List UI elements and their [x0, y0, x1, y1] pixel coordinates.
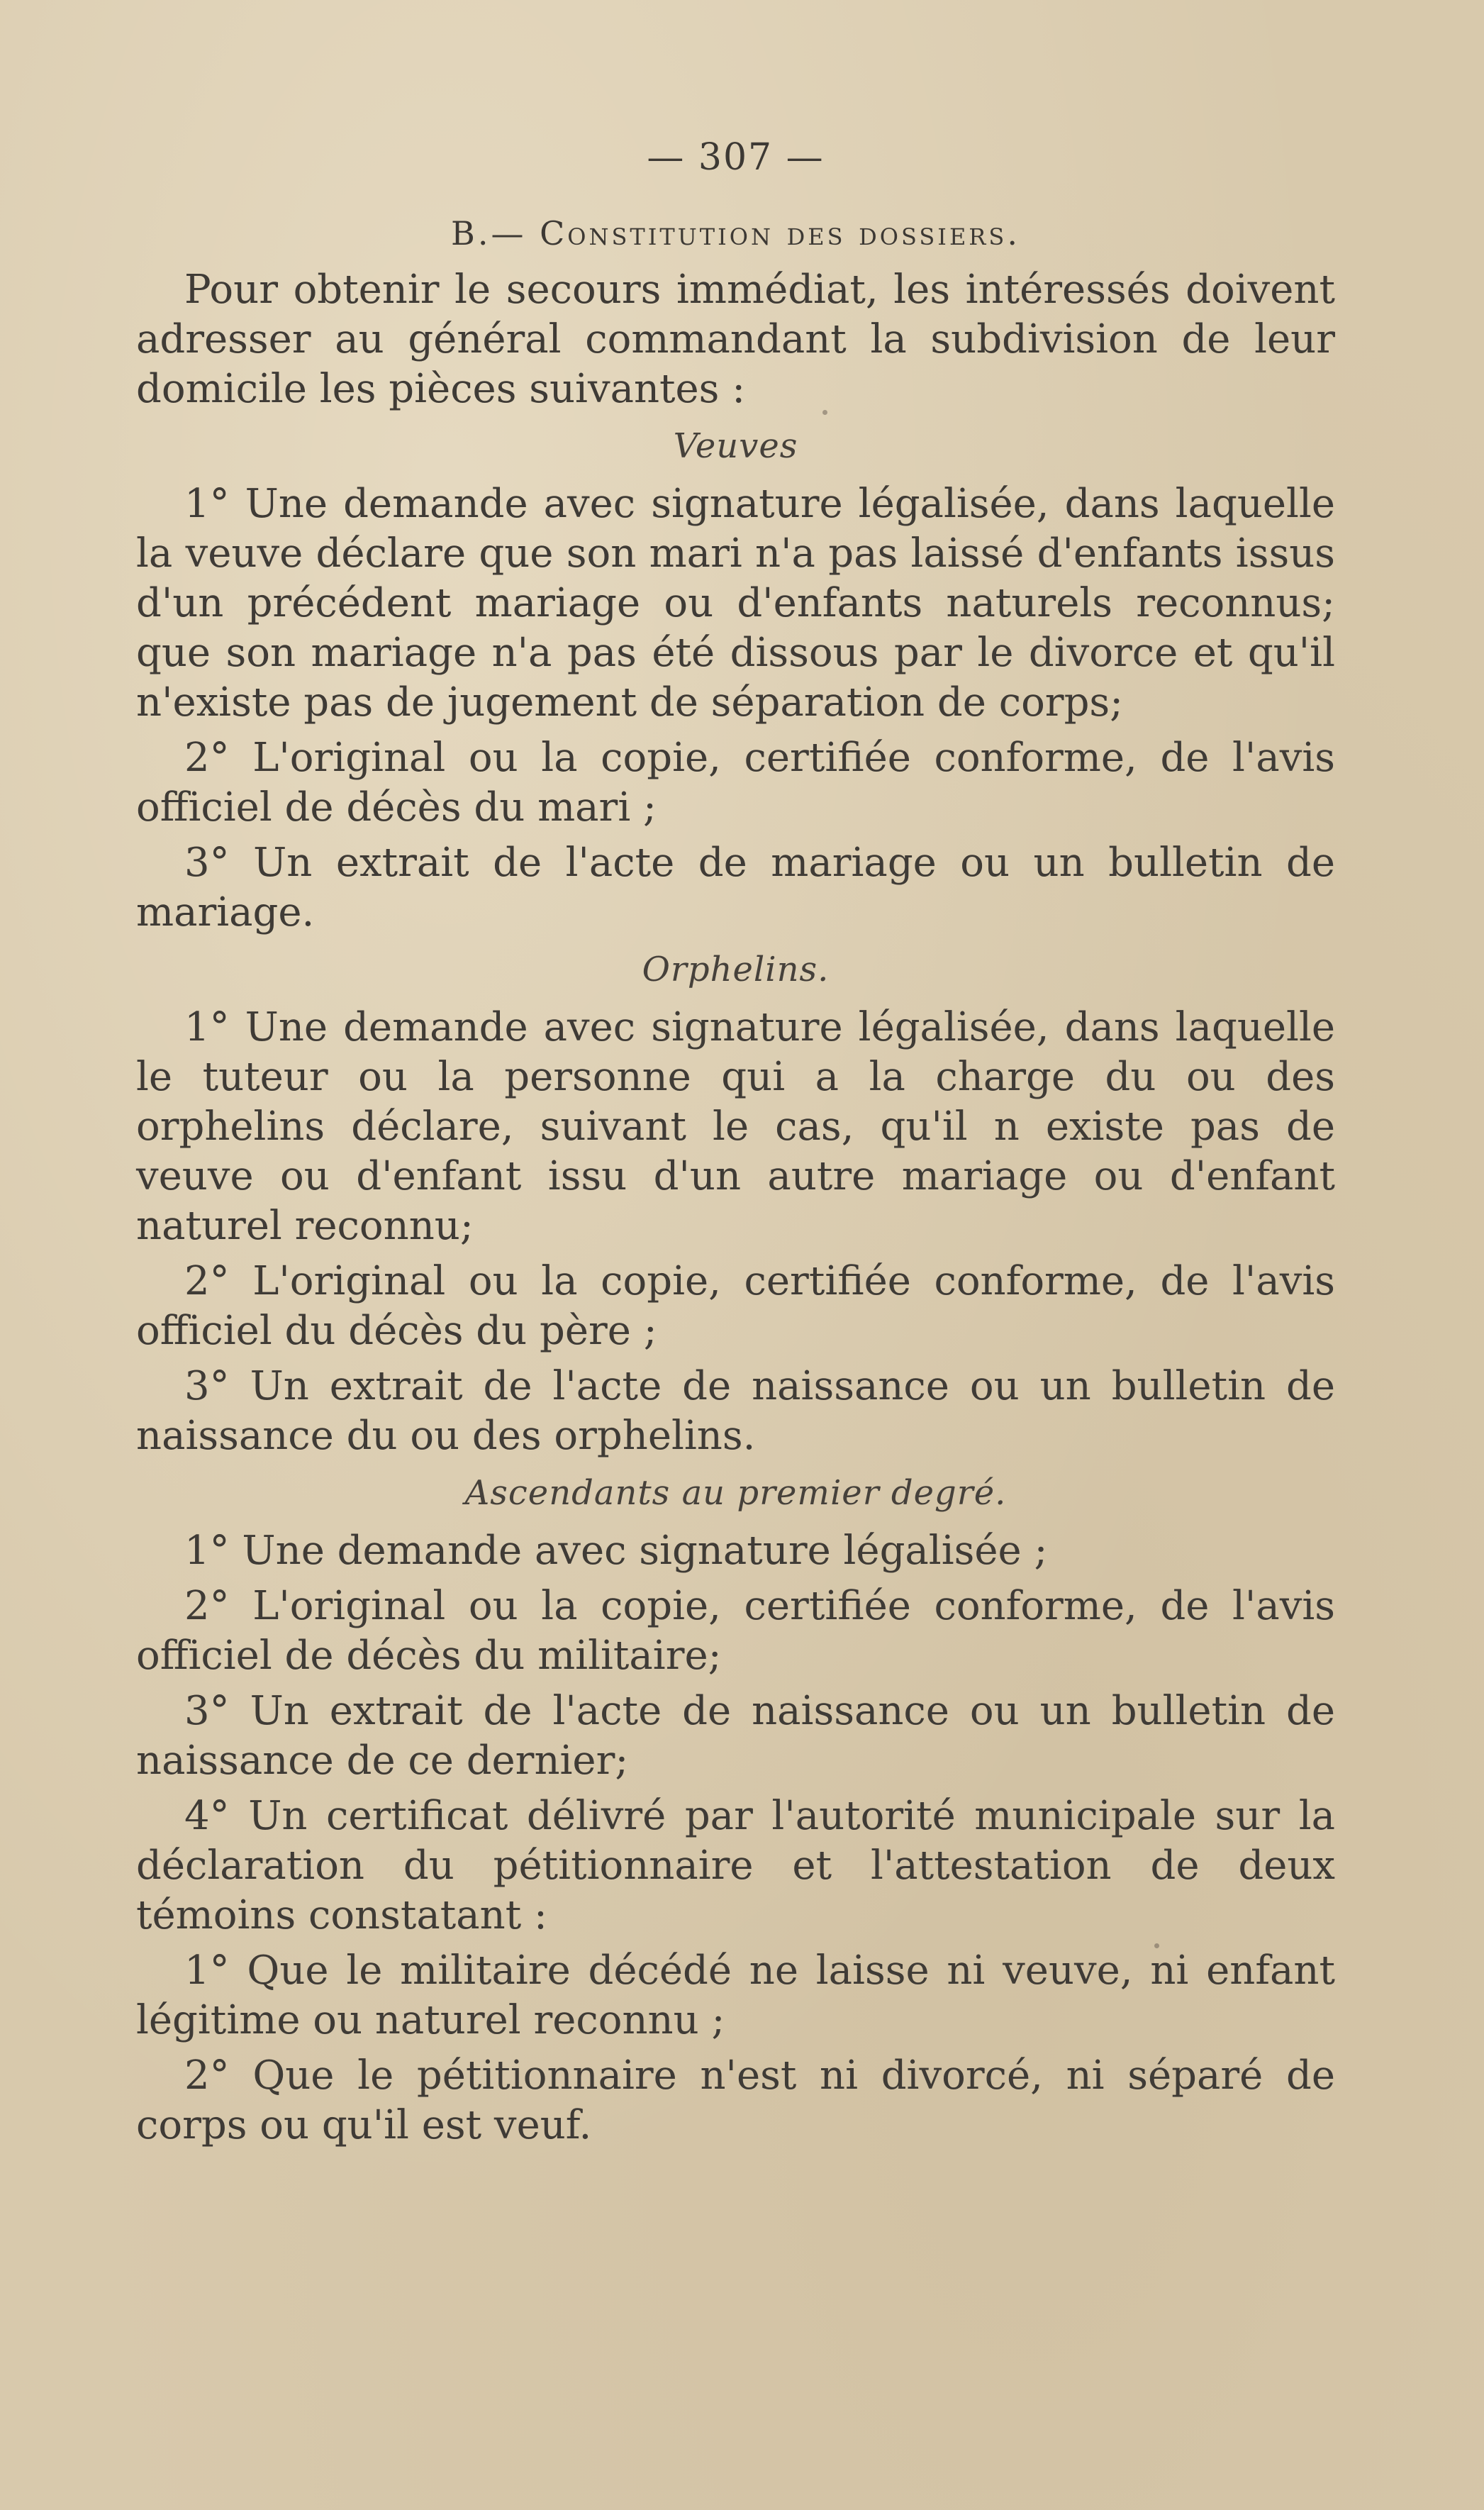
veuves-item-2: 2° L'original ou la copie, certifiée conforme, de l'avis officiel de décès du mari ;: [136, 735, 1335, 831]
subheading-veuves: Veuves: [673, 426, 798, 466]
paper-speck: [1154, 1943, 1159, 1948]
paper-speck: [822, 410, 827, 415]
orphelins-item-1: 1° Une demande avec signature légalisée, dans laquelle le tuteur ou la personne qui a la charge du ou des orphelins déclare, suivant le cas, qu'il n existe pas de veuve ou d'enfant issu d'un autre mariage ou d'enfant naturel reconnu;: [136, 1004, 1335, 1249]
page-number: — 307 —: [647, 136, 825, 179]
paper-speck: [993, 1811, 998, 1816]
orphelins-item-2: 2° L'original ou la copie, certifiée conforme, de l'avis officiel du décès du père ;: [136, 1258, 1335, 1354]
ascendants-item-3: 3° Un extrait de l'acte de naissance ou un bulletin de naissance de ce dernier;: [136, 1688, 1335, 1784]
ascendants-item-2: 2° L'original ou la copie, certifiée conforme, de l'avis officiel de décès du militaire;: [136, 1583, 1335, 1679]
paper-speck: [1198, 1020, 1203, 1025]
orphelins-item-3: 3° Un extrait de l'acte de naissance ou un bulletin de naissance du ou des orphelins.: [136, 1363, 1335, 1459]
veuves-item-3: 3° Un extrait de l'acte de mariage ou un bulletin de mariage.: [136, 840, 1335, 935]
subheading-orphelins: Orphelins.: [642, 950, 830, 989]
subheading-ascendants: Ascendants au premier degré.: [464, 1473, 1007, 1513]
section-title: B.— Constitution des dossiers.: [451, 214, 1020, 252]
ascendants-item-4: 4° Un certificat délivré par l'autorité municipale sur la déclaration du pétitionnaire et l'attestation de deux témoins constatant :: [136, 1793, 1335, 1938]
intro-paragraph: Pour obtenir le secours immédiat, les intéressés doivent adresser au général commandant la subdivision de leur domicile les pièces suivantes :: [136, 267, 1335, 412]
ascendants-subitem-2: 2° Que le pétitionnaire n'est ni divorcé, ni séparé de corps ou qu'il est veuf.: [136, 2053, 1335, 2148]
veuves-item-1: 1° Une demande avec signature légalisée, dans laquelle la veuve déclare que son mari n'a pas laissé d'enfants issus d'un précédent mariage ou d'enfants naturels reconnus; que son mariage n'a pas été dissous par le divorce et qu'il n'existe pas de jugement de séparation de corps;: [136, 481, 1335, 726]
ascendants-item-1: 1° Une demande avec signature légalisée ;: [184, 1528, 1048, 1574]
ascendants-subitem-1: 1° Que le militaire décédé ne laisse ni veuve, ni enfant légitime ou naturel reconnu ;: [136, 1948, 1335, 2043]
